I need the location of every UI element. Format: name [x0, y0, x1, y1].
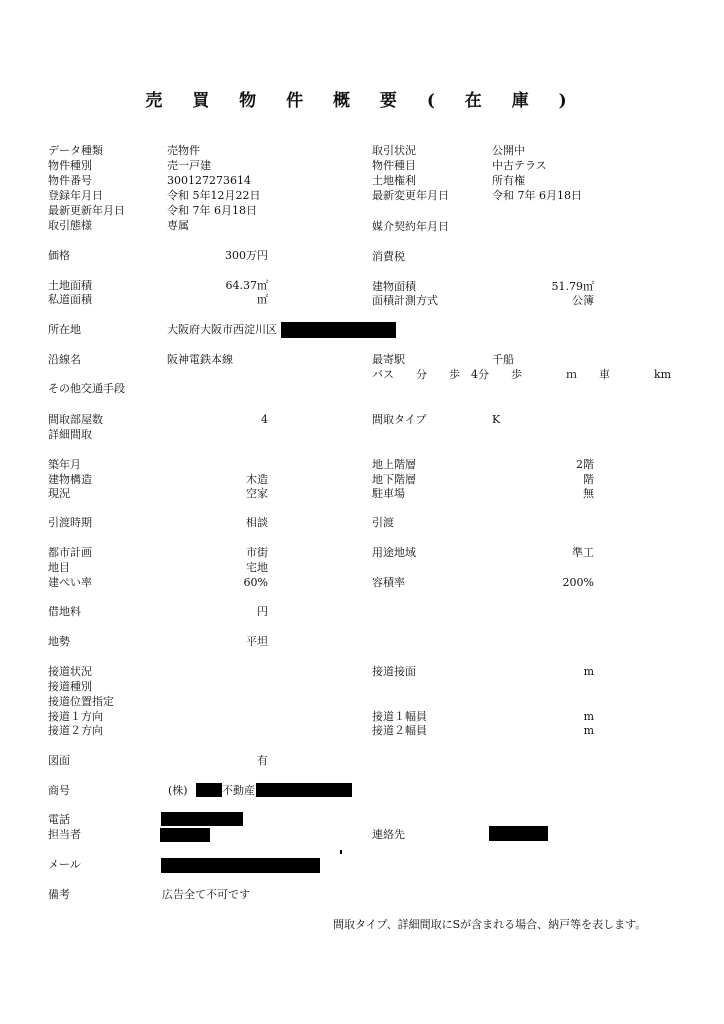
footnote: 間取タイプ、詳細間取にSが含まれる場合、納戸等を表します。 — [333, 918, 647, 931]
label-land-category: 地目 — [48, 561, 70, 574]
value-trade-name-mid: 不動産 — [222, 784, 255, 797]
label-road-designation: 接道位置指定 — [48, 695, 114, 708]
value-room-type: K — [492, 413, 501, 426]
value-structure: 木造 — [246, 473, 268, 486]
value-road-width2: m — [583, 724, 594, 737]
value-private-road-area: ㎡ — [257, 293, 268, 306]
value-land-category: 宅地 — [246, 561, 268, 574]
label-building-area: 建物面積 — [372, 280, 416, 293]
label-person-in-charge: 担当者 — [48, 828, 81, 841]
value-floor-area-ratio: 200% — [562, 576, 594, 589]
label-last-changed: 最新変更年月日 — [372, 189, 449, 202]
label-transaction-mode: 取引態様 — [48, 219, 92, 232]
redaction-bar — [160, 828, 210, 842]
value-floors-below: 階 — [583, 473, 594, 486]
label-road-width2: 接道２幅員 — [372, 724, 427, 737]
value-city-planning: 市街 — [246, 546, 268, 559]
label-room-detail: 詳細間取 — [48, 428, 92, 441]
value-last-changed: 令和 7年 6月18日 — [492, 189, 582, 202]
label-current-status: 現況 — [48, 487, 70, 500]
label-floors-above: 地上階層 — [372, 458, 416, 471]
value-zoning: 準工 — [572, 546, 594, 559]
label-handover-time: 引渡時期 — [48, 516, 92, 529]
label-land-rights: 土地権利 — [372, 174, 416, 187]
label-property-item: 物件種目 — [372, 159, 416, 172]
label-location: 所在地 — [48, 323, 81, 336]
value-line-name: 阪神電鉄本線 — [167, 353, 233, 366]
label-zoning: 用途地域 — [372, 546, 416, 559]
redaction-bar — [161, 858, 320, 873]
label-built-year: 築年月 — [48, 458, 81, 471]
label-floor-area-ratio: 容積率 — [372, 576, 405, 589]
label-data-type: データ種類 — [48, 144, 103, 157]
label-email: メール — [48, 858, 81, 871]
label-land-area: 土地面積 — [48, 279, 92, 292]
redaction-bar — [161, 812, 243, 826]
label-road-width1: 接道１幅員 — [372, 710, 427, 723]
label-room-count: 間取部屋数 — [48, 413, 103, 426]
value-area-method: 公簿 — [572, 294, 594, 307]
label-terrain: 地勢 — [48, 635, 70, 648]
label-road-frontage: 接道接面 — [372, 665, 416, 678]
redaction-bar — [281, 322, 396, 338]
value-road-width1: m — [583, 710, 594, 723]
label-handover: 引渡 — [372, 516, 394, 529]
value-property-number: 300127273614 — [167, 174, 251, 187]
value-data-type: 売物件 — [167, 144, 200, 157]
label-registration-date: 登録年月日 — [48, 189, 103, 202]
redaction-bar — [196, 783, 222, 797]
redaction-bar — [489, 826, 548, 841]
label-floors-below: 地下階層 — [372, 473, 416, 486]
value-land-area: 64.37㎡ — [225, 279, 268, 292]
label-last-updated: 最新更新年月日 — [48, 204, 125, 217]
value-building-coverage: 60% — [243, 576, 268, 589]
value-parking: 無 — [583, 487, 594, 500]
label-nearest-station: 最寄駅 — [372, 353, 405, 366]
value-floors-above: 2階 — [576, 458, 594, 471]
label-building-coverage: 建ぺい率 — [48, 576, 92, 589]
label-remarks: 備考 — [48, 888, 70, 901]
value-registration-date: 令和 5年12月22日 — [167, 189, 261, 202]
label-structure: 建物構造 — [48, 473, 92, 486]
label-trade-name: 商号 — [48, 784, 70, 797]
value-transaction-status: 公開中 — [492, 144, 525, 157]
value-ground-rent: 円 — [257, 605, 268, 618]
value-trade-name-prefix: (株) — [168, 784, 188, 797]
label-consumption-tax: 消費税 — [372, 250, 405, 263]
label-brokerage-contract: 媒介契約年月日 — [372, 220, 449, 233]
label-transaction-status: 取引状況 — [372, 144, 416, 157]
value-room-count: 4 — [261, 413, 268, 426]
label-price: 価格 — [48, 249, 70, 262]
value-terrain: 平坦 — [246, 635, 268, 648]
label-drawing: 図面 — [48, 754, 70, 767]
label-line-name: 沿線名 — [48, 353, 81, 366]
value-location: 大阪府大阪市西淀川区 — [167, 323, 277, 336]
label-contact: 連絡先 — [372, 828, 405, 841]
label-road-type: 接道種別 — [48, 680, 92, 693]
value-current-status: 空家 — [246, 487, 268, 500]
label-road-status: 接道状況 — [48, 665, 92, 678]
label-parking: 駐車場 — [372, 487, 405, 500]
value-handover-time: 相談 — [246, 516, 268, 529]
label-ground-rent: 借地料 — [48, 605, 81, 618]
value-nearest-station: 千船 — [492, 353, 514, 366]
redaction-bar — [256, 783, 352, 797]
value-property-category: 売一戸建 — [167, 159, 211, 172]
page-title: 売 買 物 件 概 要 ( 在 庫 ) — [145, 91, 579, 111]
label-room-type: 間取タイプ — [372, 413, 427, 426]
value-land-rights: 所有権 — [492, 174, 525, 187]
value-remarks: 広告全て不可です — [162, 888, 250, 901]
label-other-transport: その他交通手段 — [48, 382, 125, 395]
value-building-area: 51.79㎡ — [551, 280, 594, 293]
value-bus-line: バス 分 歩 4分 歩 ｍ 車 km — [372, 368, 672, 381]
redaction-bar — [340, 850, 342, 854]
label-area-method: 面積計測方式 — [372, 294, 438, 307]
label-property-category: 物件種別 — [48, 159, 92, 172]
value-price: 300万円 — [225, 249, 268, 262]
value-property-item: 中古テラス — [492, 159, 547, 172]
label-property-number: 物件番号 — [48, 174, 92, 187]
label-city-planning: 都市計画 — [48, 546, 92, 559]
label-private-road-area: 私道面積 — [48, 293, 92, 306]
value-road-frontage: m — [583, 665, 594, 678]
label-phone: 電話 — [48, 813, 70, 826]
value-last-updated: 令和 7年 6月18日 — [167, 204, 257, 217]
value-drawing: 有 — [257, 754, 268, 767]
label-road-dir1: 接道１方向 — [48, 710, 103, 723]
label-road-dir2: 接道２方向 — [48, 724, 103, 737]
value-transaction-mode: 専属 — [167, 219, 189, 232]
